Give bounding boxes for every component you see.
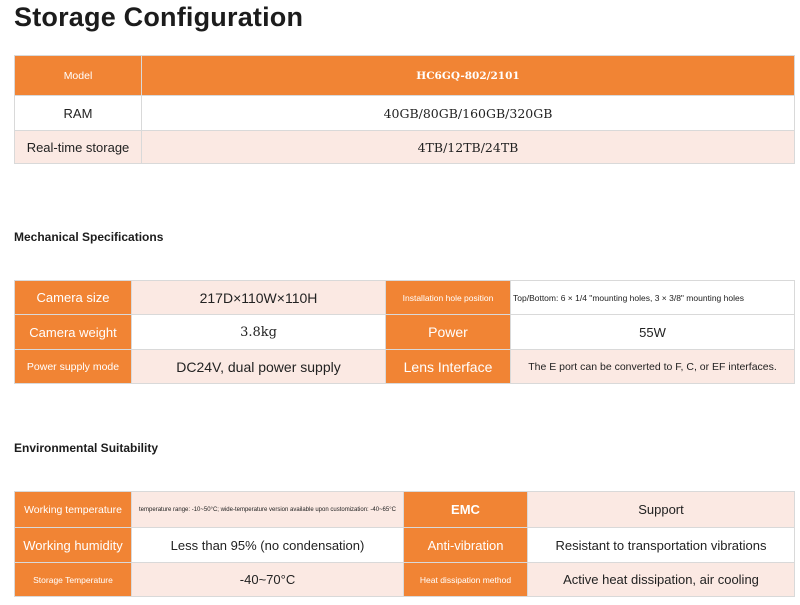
table-row: [15, 281, 795, 315]
ram-label: RAM: [15, 96, 142, 131]
power-supply-mode-label: Power supply mode: [15, 350, 132, 384]
anti-vibration-value: Resistant to transportation vibrations: [528, 528, 795, 563]
heat-dissipation-value: Active heat dissipation, air cooling: [528, 563, 795, 597]
environmental-section-title: Environmental Suitability: [14, 441, 159, 455]
camera-size-value: 217D×110W×110H: [132, 281, 386, 315]
page-title: Storage Configuration: [14, 2, 304, 32]
lens-interface-value: The E port can be converted to F, C, or EF interfaces.: [511, 350, 795, 384]
realtime-storage-label: Real-time storage: [15, 131, 142, 164]
table-row: [15, 528, 795, 563]
mechanical-section-title: Mechanical Specifications: [14, 230, 164, 244]
heat-dissipation-label: Heat dissipation method: [404, 563, 528, 597]
camera-size-label: Camera size: [15, 281, 132, 315]
table-row: [15, 56, 795, 96]
table-row: [15, 96, 795, 131]
power-value: 55W: [511, 315, 795, 350]
power-label: Power: [386, 315, 511, 350]
camera-weight-label: Camera weight: [15, 315, 132, 350]
storage-temperature-label: Storage Temperature: [15, 563, 132, 597]
installation-hole-label: Installation hole position: [386, 281, 511, 315]
working-temperature-value: temperature range: -10~50°C; wide-temperature version available upon customization: -40~65°C: [132, 492, 404, 528]
power-supply-mode-value: DC24V, dual power supply: [132, 350, 386, 384]
table-row: [15, 315, 795, 350]
emc-label: EMC: [404, 492, 528, 528]
storage-table: [14, 55, 795, 164]
working-humidity-value: Less than 95% (no condensation): [132, 528, 404, 563]
model-value: HC6GQ-802/2101: [142, 56, 795, 96]
environmental-table: [14, 491, 795, 597]
camera-weight-value: 3.8kg: [132, 315, 386, 350]
working-temperature-label: Working temperature: [15, 492, 132, 528]
installation-hole-value: Top/Bottom: 6 × 1/4 "mounting holes, 3 × 3/8" mounting holes: [511, 281, 795, 315]
mechanical-table: [14, 280, 795, 384]
ram-value: 40GB/80GB/160GB/320GB: [142, 96, 795, 131]
realtime-storage-value: 4TB/12TB/24TB: [142, 131, 795, 164]
anti-vibration-label: Anti-vibration: [404, 528, 528, 563]
table-row: [15, 131, 795, 164]
model-label: Model: [15, 56, 142, 96]
table-row: [15, 563, 795, 597]
lens-interface-label: Lens Interface: [386, 350, 511, 384]
working-humidity-label: Working humidity: [15, 528, 132, 563]
table-row: [15, 350, 795, 384]
emc-value: Support: [528, 492, 795, 528]
storage-temperature-value: -40~70°C: [132, 563, 404, 597]
table-row: [15, 492, 795, 528]
